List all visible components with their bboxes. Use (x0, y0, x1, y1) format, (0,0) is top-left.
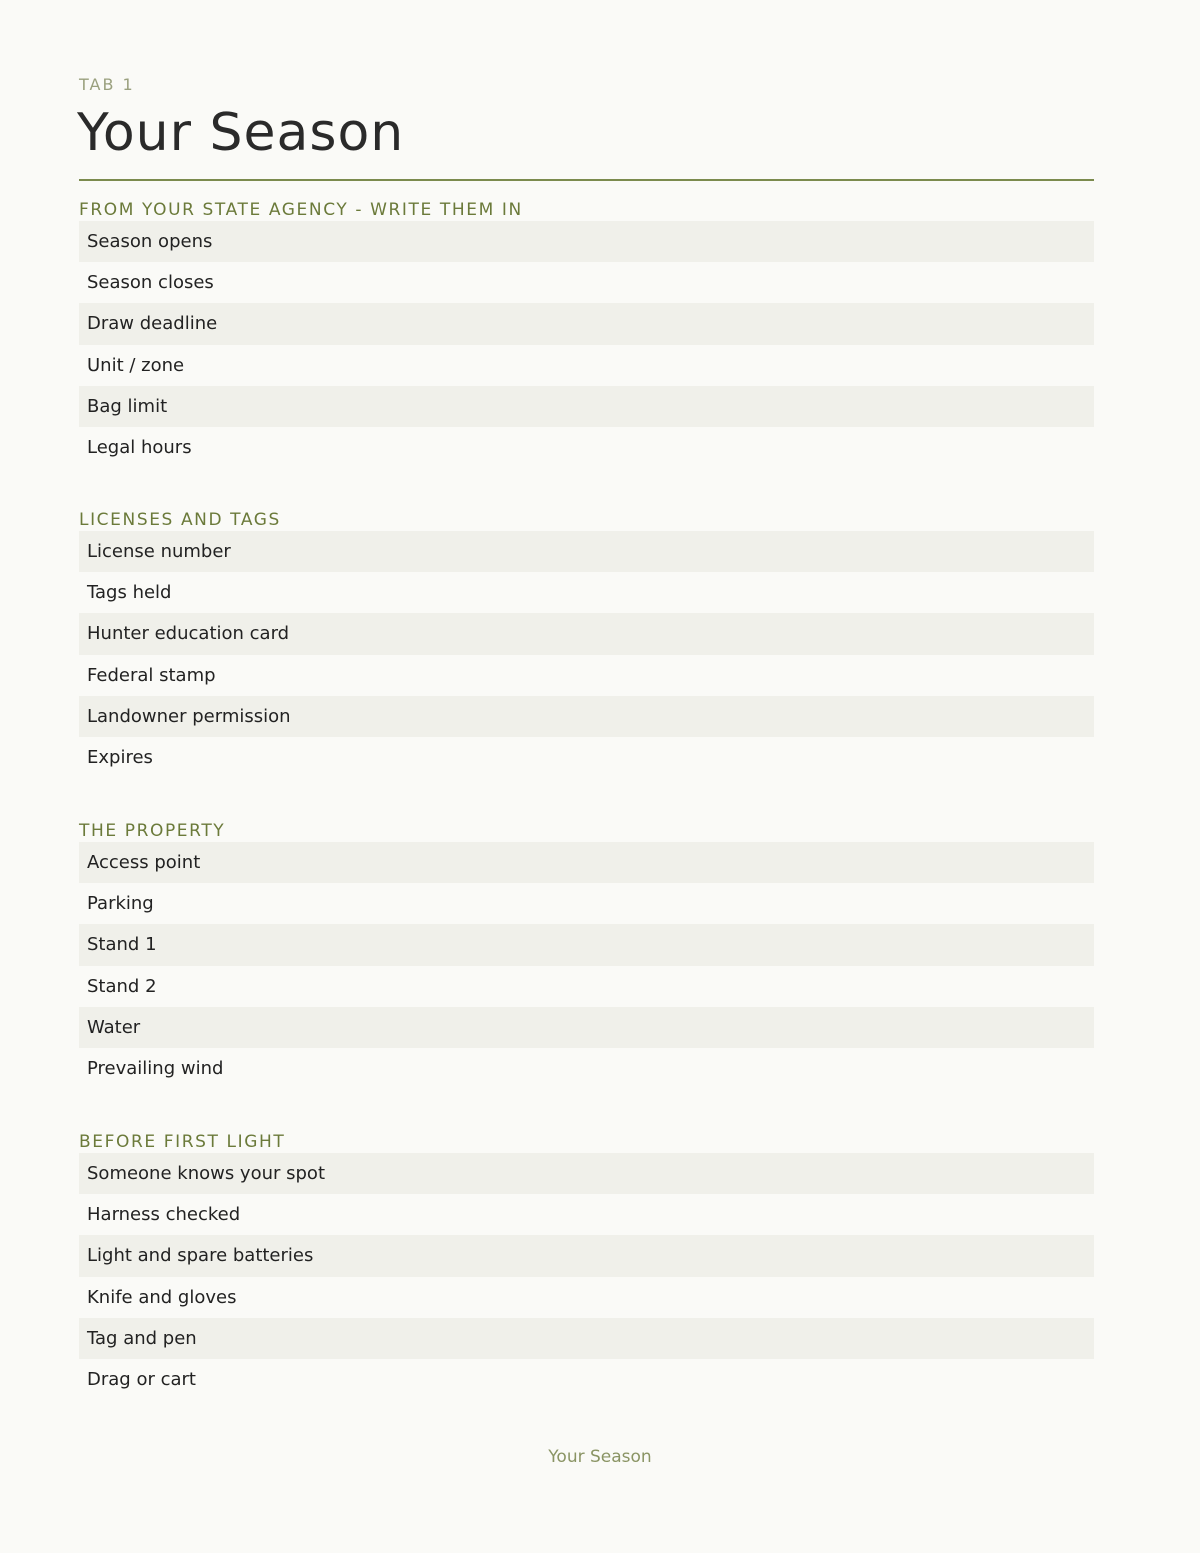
section-heading: LICENSES AND TAGS (79, 510, 281, 530)
field-row[interactable]: Harness checked (87, 1204, 241, 1226)
field-row[interactable]: Draw deadline (79, 303, 1094, 344)
field-row[interactable]: Season closes (87, 272, 214, 294)
field-row[interactable]: License number (79, 531, 1094, 572)
field-row[interactable]: Light and spare batteries (79, 1235, 1094, 1276)
field-row[interactable]: Stand 1 (79, 924, 1094, 965)
field-row[interactable]: Season opens (79, 221, 1094, 262)
field-row[interactable]: Federal stamp (87, 664, 216, 686)
section-heading: BEFORE FIRST LIGHT (79, 1132, 286, 1152)
field-row[interactable]: Bag limit (79, 386, 1094, 427)
field-row[interactable]: Landowner permission (79, 696, 1094, 737)
section-state-agency (79, 199, 1094, 468)
field-row[interactable]: Stand 2 (87, 975, 157, 997)
field-row[interactable]: Someone knows your spot (79, 1153, 1094, 1194)
section-property (79, 820, 1094, 1089)
field-row[interactable]: Tag and pen (79, 1318, 1094, 1359)
section-heading: THE PROPERTY (79, 821, 226, 841)
field-row[interactable]: Prevailing wind (87, 1058, 224, 1080)
field-row[interactable]: Unit / zone (87, 354, 185, 376)
tab-label: TAB 1 (79, 75, 135, 94)
field-row[interactable]: Access point (79, 842, 1094, 883)
field-row[interactable]: Knife and gloves (87, 1286, 237, 1308)
field-row[interactable]: Tags held (87, 582, 172, 604)
field-row[interactable]: Parking (87, 893, 154, 915)
field-row[interactable]: Expires (87, 747, 153, 769)
page-footer: Your Season (548, 1447, 652, 1467)
section-before-first-light (79, 1131, 1094, 1400)
title-divider (79, 179, 1094, 181)
field-row[interactable]: Legal hours (87, 437, 192, 459)
page-title: Your Season (77, 103, 405, 163)
section-licenses-tags (79, 509, 1094, 778)
field-row[interactable]: Drag or cart (87, 1369, 196, 1391)
field-row[interactable]: Water (79, 1007, 1094, 1048)
section-heading: FROM YOUR STATE AGENCY - WRITE THEM IN (79, 200, 523, 220)
field-row[interactable]: Hunter education card (79, 613, 1094, 654)
